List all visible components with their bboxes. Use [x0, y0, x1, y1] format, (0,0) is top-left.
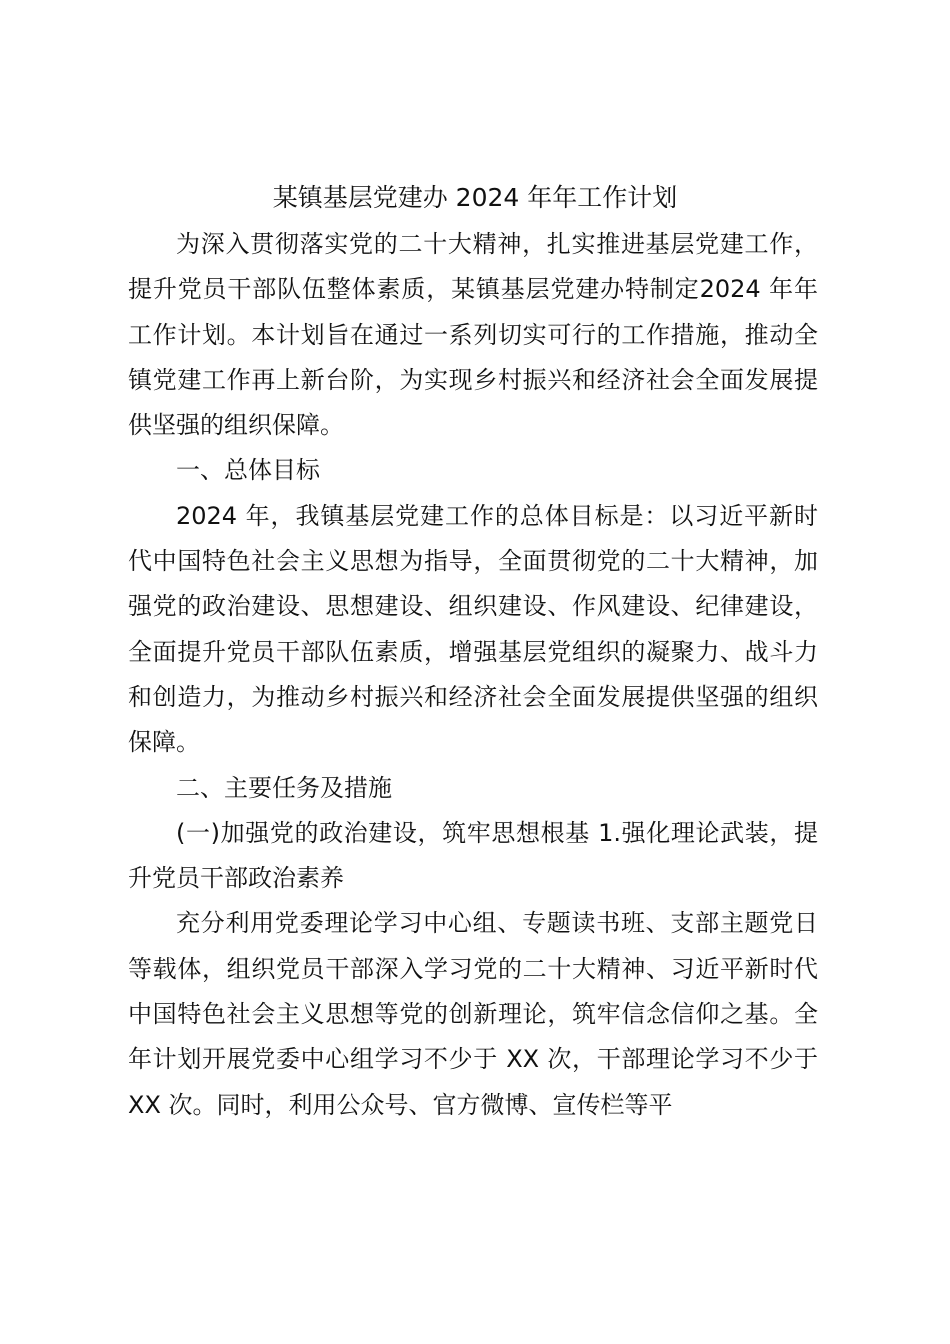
section-heading-main-tasks: 二、主要任务及措施	[176, 773, 392, 802]
political-building-paragraph: 充分利用党委理论学习中心组、专题读书班、支部主题党日等载体，组织党员干部深入学习党的二十大精神、习近平新时代中国特色社会主义思想等党的创新理论，筑牢信念信仰之基。全年计划开展党委中心组学习不少于 XX 次，干部理论学习不少于 XX 次。同时，利用公众号、官方微博、宣传栏等平	[128, 909, 818, 1119]
subsection-heading-political-building: (一)加强党的政治建设，筑牢思想根基 1.强化理论武装，提升党员干部政治素养	[128, 818, 818, 893]
document-title: 某镇基层党建办 2024 年年工作计划	[272, 183, 678, 212]
document-body	[128, 222, 818, 1128]
section-heading-overall-goal: 一、总体目标	[176, 456, 320, 485]
overall-goal-paragraph: 2024 年，我镇基层党建工作的总体目标是：以习近平新时代中国特色社会主义思想为指导，全面贯彻党的二十大精神，加强党的政治建设、思想建设、组织建设、作风建设、纪律建设，全面提升党员干部队伍素质，增强基层党组织的凝聚力、战斗力和创造力，为推动乡村振兴和经济社会全面发展提供坚强的组织保障。	[128, 501, 818, 757]
intro-paragraph: 为深入贯彻落实党的二十大精神，扎实推进基层党建工作，提升党员干部队伍整体素质，某镇基层党建办特制定2024 年年工作计划。本计划旨在通过一系列切实可行的工作措施，推动全镇党建工作再上新台阶，为实现乡村振兴和经济社会全面发展提供坚强的组织保障。	[128, 230, 818, 440]
